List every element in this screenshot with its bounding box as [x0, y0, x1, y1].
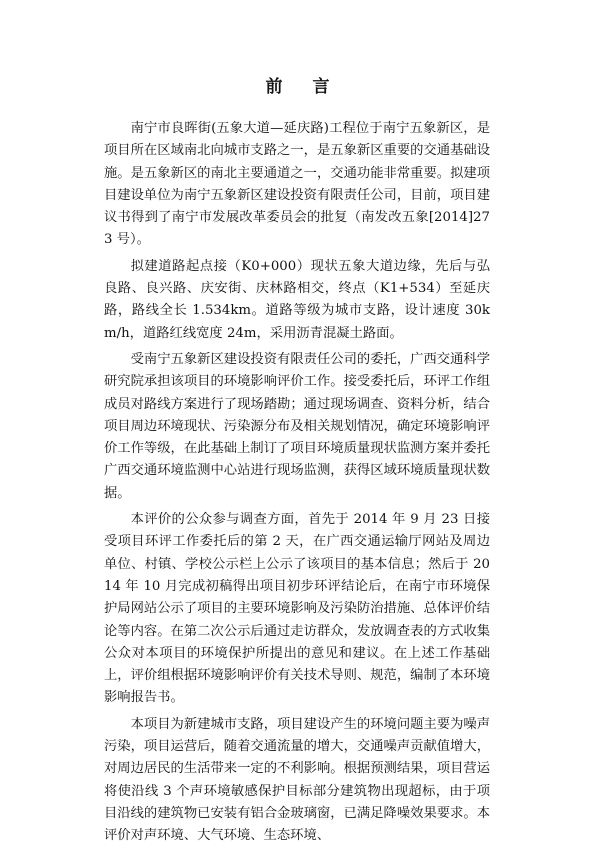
page-title: 前 言	[265, 77, 342, 97]
paragraph-assessment-work: 受南宁五象新区建设投资有限责任公司的委托，广西交通科学研究院承担该项目的环境影响评价工作。接受委托后，环评工作组成员对路线方案进行了现场踏勘；通过现场调查、资料分析，结合项目周边环境现状、污染源分布及相关规划情况，确定环境影响评价工作等级，在此基础上制订了项目环境质量现状监测方案并委托广西交通环境监测中心站进行现场监测，获得区域环境质量现状数据。	[104, 351, 490, 501]
paragraph-project-overview: 南宁市良晖街(五象大道—延庆路)工程位于南宁五象新区，是项目所在区域南北向城市支路之一，是五象新区重要的交通基础设施。是五象新区的南北主要通道之一，交通功能非常重要。拟建项目建设单位为南宁五象新区建设投资有限责任公司，目前，项目建议书得到了南宁市发展改革委员会的批复（南发改五象[2014]273 号）。	[104, 121, 490, 248]
paragraph-public-participation: 本评价的公众参与调查方面，首先于 2014 年 9 月 23 日接受项目环评工作委托后的第 2 天，在广西交通运输厅网站及周边单位、村镇、学校公示栏上公示了该项目的基本信息；然后于 2014 年 10 月完成初稿得出项目初步环评结论后，在南宁市环境保护局网站公示了项目的主要环境影响及污染防治措施、总体评价结论等内容。在第二次公示后通过走访群众，发放调查表的方式收集公众对本项目的环境保护所提出的意见和建议。在上述工作基础上，评价组根据环境影响评价有关技术导则、规范，编制了本环境影响报告书。	[104, 512, 490, 706]
paragraph-route-description: 拟建道路起点接（K0+000）现状五象大道边缘，先后与弘良路、良兴路、庆安街、庆林路相交，终点（K1+534）至延庆路，路线全长 1.534km。道路等级为城市支路，设计速度 30km/h，道路红线宽度 24m，采用沥青混凝土路面。	[104, 258, 490, 341]
paragraph-environmental-impact: 本项目为新建城市支路，项目建设产生的环境问题主要为噪声污染，项目运营后，随着交通流量的增大，交通噪声贡献值增大，对周边居民的生活带来一定的不利影响。根据预测结果，项目营运将使沿线 3 个声环境敏感保护目标部分建筑物出现超标，由于项目沿线的建筑物已安装有铝合金玻璃窗，已满足降噪效果要求。本评价对声环境、大气环境、生态环境、	[104, 716, 490, 844]
document-body	[104, 118, 490, 852]
